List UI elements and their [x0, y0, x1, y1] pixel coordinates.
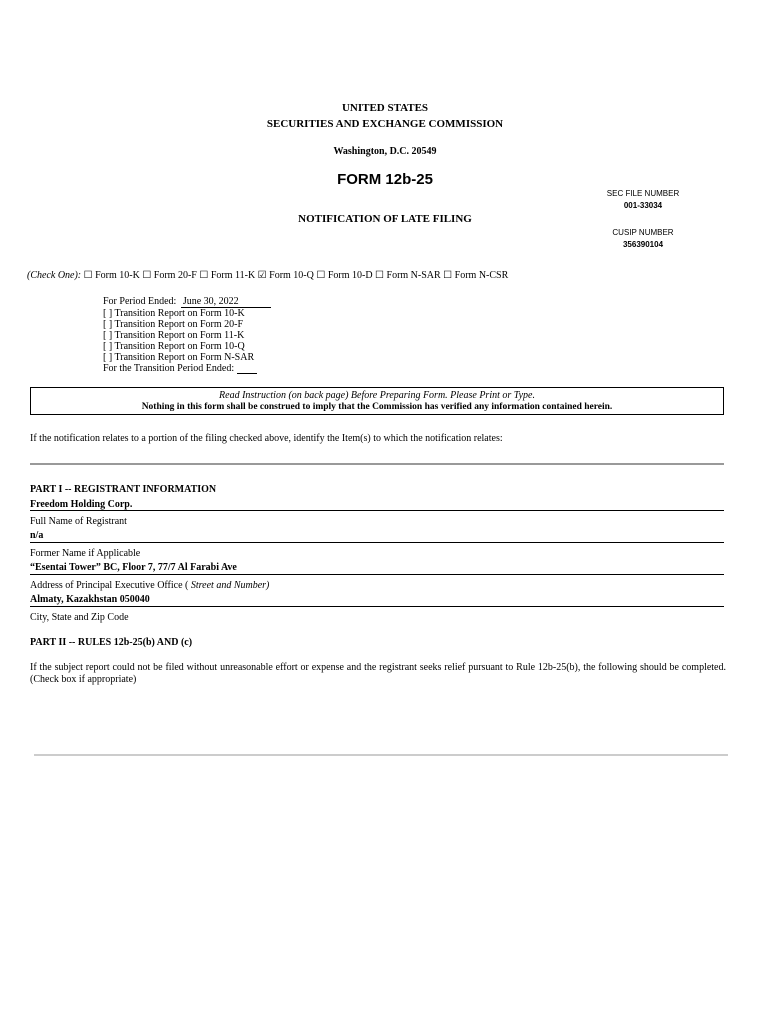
- transition-20f: [ ] Transition Report on Form 20-F: [103, 319, 244, 330]
- cusip-number: 356390104: [622, 240, 664, 249]
- former-name: n/a: [30, 530, 44, 541]
- part1-heading: PART I -- REGISTRANT INFORMATION: [30, 484, 217, 495]
- instruction-text: Read Instruction (on back page) Before Preparing Form. Please Print or Type.: [219, 390, 535, 401]
- address-label-italic: Street and Number): [190, 580, 270, 591]
- notification-text: If the notification relates to a portion of the filing checked above, identify the Item(s) to which the notification relates:: [30, 433, 503, 444]
- address-label: Address of Principal Executive Office (: [30, 580, 189, 591]
- part2-heading: PART II -- RULES 12b-25(b) AND (c): [30, 637, 193, 648]
- former-name-label: Former Name if Applicable: [30, 548, 141, 559]
- form-title: FORM 12b-25: [337, 171, 433, 188]
- transition-period-row: [103, 363, 271, 374]
- disclaimer-text: Nothing in this form shall be construed to imply that the Commission has verified any information contained herein.: [141, 402, 613, 412]
- city-label: City, State and Zip Code: [30, 612, 129, 623]
- transition-11k: [ ] Transition Report on Form 11-K: [103, 330, 245, 341]
- transition-10q: [ ] Transition Report on Form 10-Q: [103, 341, 245, 352]
- part2-text: If the subject report could not be filed without unreasonable effort or expense and the registrant seeks relief pursuant to Rule 12b-25(b), the following should be completed. (Check box if appropriate): [30, 662, 726, 685]
- bottom-divider: [34, 754, 728, 756]
- agency-line2: SECURITIES AND EXCHANGE COMMISSION: [266, 118, 504, 130]
- transition-nsar: [ ] Transition Report on Form N-SAR: [103, 352, 255, 363]
- agency-line1: UNITED STATES: [341, 102, 429, 114]
- registrant-name-label: Full Name of Registrant: [30, 516, 127, 527]
- check-one-label: (Check One):: [27, 270, 82, 281]
- notification-title: NOTIFICATION OF LATE FILING: [298, 213, 472, 225]
- registrant-name-line: [30, 510, 724, 511]
- sec-file-number: 001-33034: [623, 201, 663, 210]
- period-ended-value: June 30, 2022: [181, 296, 271, 308]
- transition-10k: [ ] Transition Report on Form 10-K: [103, 308, 245, 319]
- address-line: [30, 574, 724, 575]
- address: “Esentai Tower” BC, Floor 7, 77/7 Al Farabi Ave: [30, 562, 237, 573]
- city: Almaty, Kazakhstan 050040: [30, 594, 150, 605]
- transition-period-blank: [237, 364, 257, 374]
- divider: [30, 463, 724, 465]
- address-label-row: [30, 580, 269, 592]
- former-name-line: [30, 542, 724, 543]
- period-ended-row: [103, 296, 271, 308]
- form-type-options: ☐ Form 10-K ☐ Form 20-F ☐ Form 11-K ☑ Form 10-Q ☐ Form 10-D ☐ Form N-SAR ☐ Form N-CSR: [83, 270, 509, 281]
- period-ended-label: For Period Ended:: [103, 296, 177, 307]
- registrant-name: Freedom Holding Corp.: [30, 499, 133, 510]
- check-one-row: [27, 270, 508, 282]
- city-line: [30, 606, 724, 607]
- transition-period-label: For the Transition Period Ended:: [103, 363, 235, 374]
- location: Washington, D.C. 20549: [333, 146, 437, 157]
- notice-box: [30, 387, 724, 415]
- cusip-label: CUSIP NUMBER: [612, 228, 674, 237]
- sec-file-label: SEC FILE NUMBER: [606, 189, 680, 198]
- period-section: [103, 296, 271, 374]
